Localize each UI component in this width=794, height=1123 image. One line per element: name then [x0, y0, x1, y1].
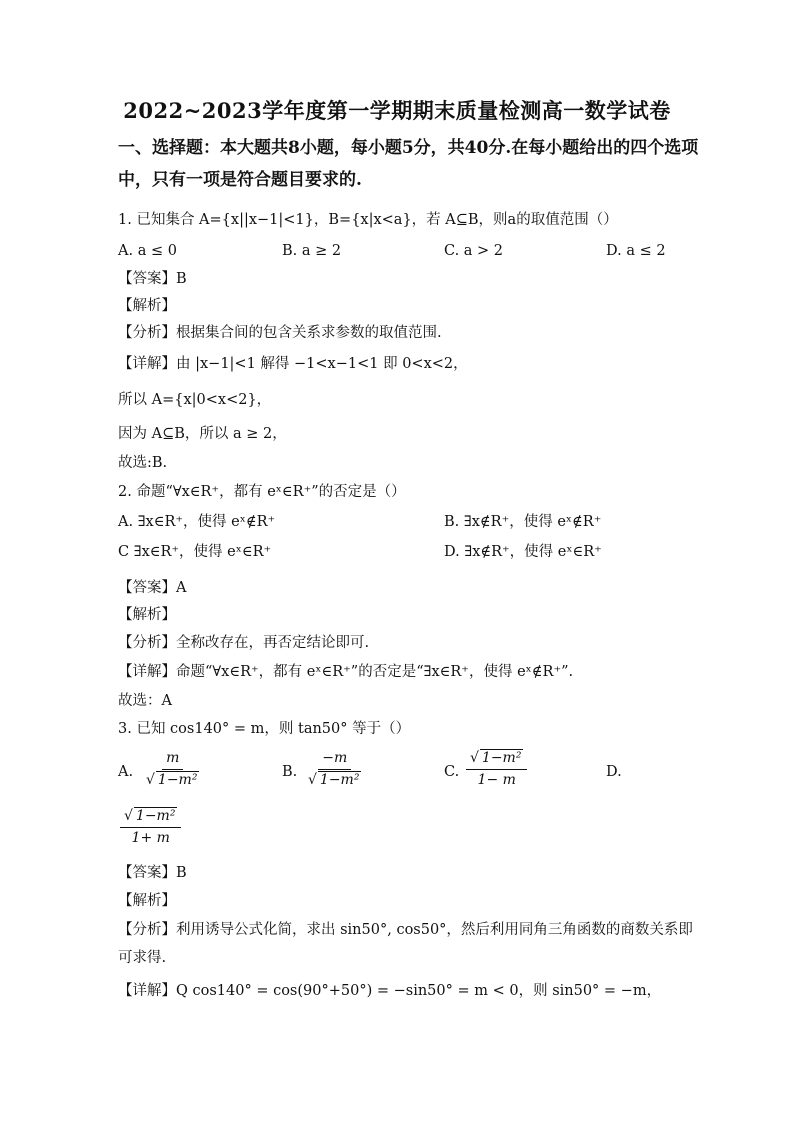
q1-detail-line2: 所以 A={x|0<x<2}， [118, 392, 272, 408]
q3-answer: 【答案】B [118, 865, 187, 881]
q2-detail-line2: 故选：A [118, 693, 172, 709]
q2-option-b: B. ∃x∉R⁺，使得 eˣ∉R⁺ [444, 514, 602, 530]
exam-title: 2022~2023学年度第一学期期末质量检测高一数学试卷 [123, 98, 671, 123]
q3-c-denominator: 1− m [477, 771, 516, 788]
q1-detail-line4: 故选:B. [118, 455, 168, 471]
q2-fenxi: 【分析】全称改存在，再否定结论即可. [118, 635, 370, 651]
q3-b-denominator: 1−m² [319, 771, 360, 788]
q3-c-numerator: 1−m² [481, 750, 522, 766]
q1-stem: 1. 已知集合 A={x||x−1|<1}，B={x|x<a}，若 A⊆B，则a的取值范围（） [118, 212, 618, 228]
q3-option-a-label: A. [118, 764, 134, 780]
q3-a-denominator: 1−m² [157, 771, 198, 788]
q3-option-c-label: C. [444, 764, 460, 780]
q2-option-c: C ∃x∈R⁺，使得 eˣ∈R⁺ [118, 544, 272, 560]
q3-option-a-fraction: $\frac{m}{\text{√ 1−m²}}$ [146, 750, 198, 788]
q1-fenxi: 【分析】根据集合间的包含关系求参数的取值范围. [118, 325, 442, 341]
q3-a-numerator: m [162, 750, 183, 770]
q2-option-d: D. ∃x∉R⁺，使得 eˣ∈R⁺ [444, 544, 602, 560]
q3-fenxi-line1: 【分析】利用诱导公式化简，求出 sin50°, cos50°，然后利用同角三角函数的商数关系即 [118, 922, 693, 938]
q1-option-c: C. a > 2 [444, 243, 504, 259]
q1-option-a: A. a ≤ 0 [118, 243, 177, 259]
q1-answer: 【答案】B [118, 271, 187, 287]
q3-option-d-fraction: $\frac{\text{√ 1−m²}}{1+ m}$ [120, 808, 181, 847]
q1-option-d: D. a ≤ 2 [606, 243, 666, 259]
q3-analysis-tag: 【解析】 [118, 893, 176, 909]
q1-detail: 【详解】由 |x−1|<1 解得 −1<x−1<1 即 0<x<2， [118, 356, 468, 372]
q3-detail: 【详解】Q cos140° = cos(90°+50°) = −sin50° = m < 0，则 sin50° = −m， [118, 983, 662, 999]
section-heading-line2: 中，只有一项是符合题目要求的. [118, 170, 362, 190]
q2-analysis-tag: 【解析】 [118, 607, 176, 623]
section-heading-line1: 一、选择题：本大题共8小题，每小题5分，共40分.在每小题给出的四个选项 [118, 138, 699, 158]
q3-fenxi-line2: 可求得. [118, 950, 167, 966]
q3-option-b-label: B. [282, 764, 298, 780]
q3-b-numerator: −m [318, 750, 351, 770]
q3-d-numerator: 1−m² [135, 808, 176, 824]
q2-option-a: A. ∃x∈R⁺，使得 eˣ∉R⁺ [118, 514, 276, 530]
q3-d-denominator: 1+ m [131, 829, 170, 846]
q3-stem: 3. 已知 cos140° = m，则 tan50° 等于（） [118, 721, 411, 737]
q2-stem: 2. 命题“∀x∈R⁺，都有 eˣ∈R⁺”的否定是（） [118, 484, 406, 500]
q3-option-d-label: D. [606, 764, 622, 780]
q2-answer: 【答案】A [118, 580, 187, 596]
q2-detail: 【详解】命题“∀x∈R⁺，都有 eˣ∈R⁺”的否定是“∃x∈R⁺，使得 eˣ∉R⁺”. [118, 664, 574, 680]
q3-option-c-fraction: $\frac{\text{√ 1−m²}}{1- m}$ [466, 750, 527, 789]
q1-analysis-tag: 【解析】 [118, 298, 176, 314]
q1-detail-line3: 因为 A⊆B，所以 a ≥ 2， [118, 426, 287, 442]
q3-option-b-fraction: $\frac{-m}{\text{√ 1−m²}}$ [308, 750, 360, 788]
q1-option-b: B. a ≥ 2 [282, 243, 342, 259]
